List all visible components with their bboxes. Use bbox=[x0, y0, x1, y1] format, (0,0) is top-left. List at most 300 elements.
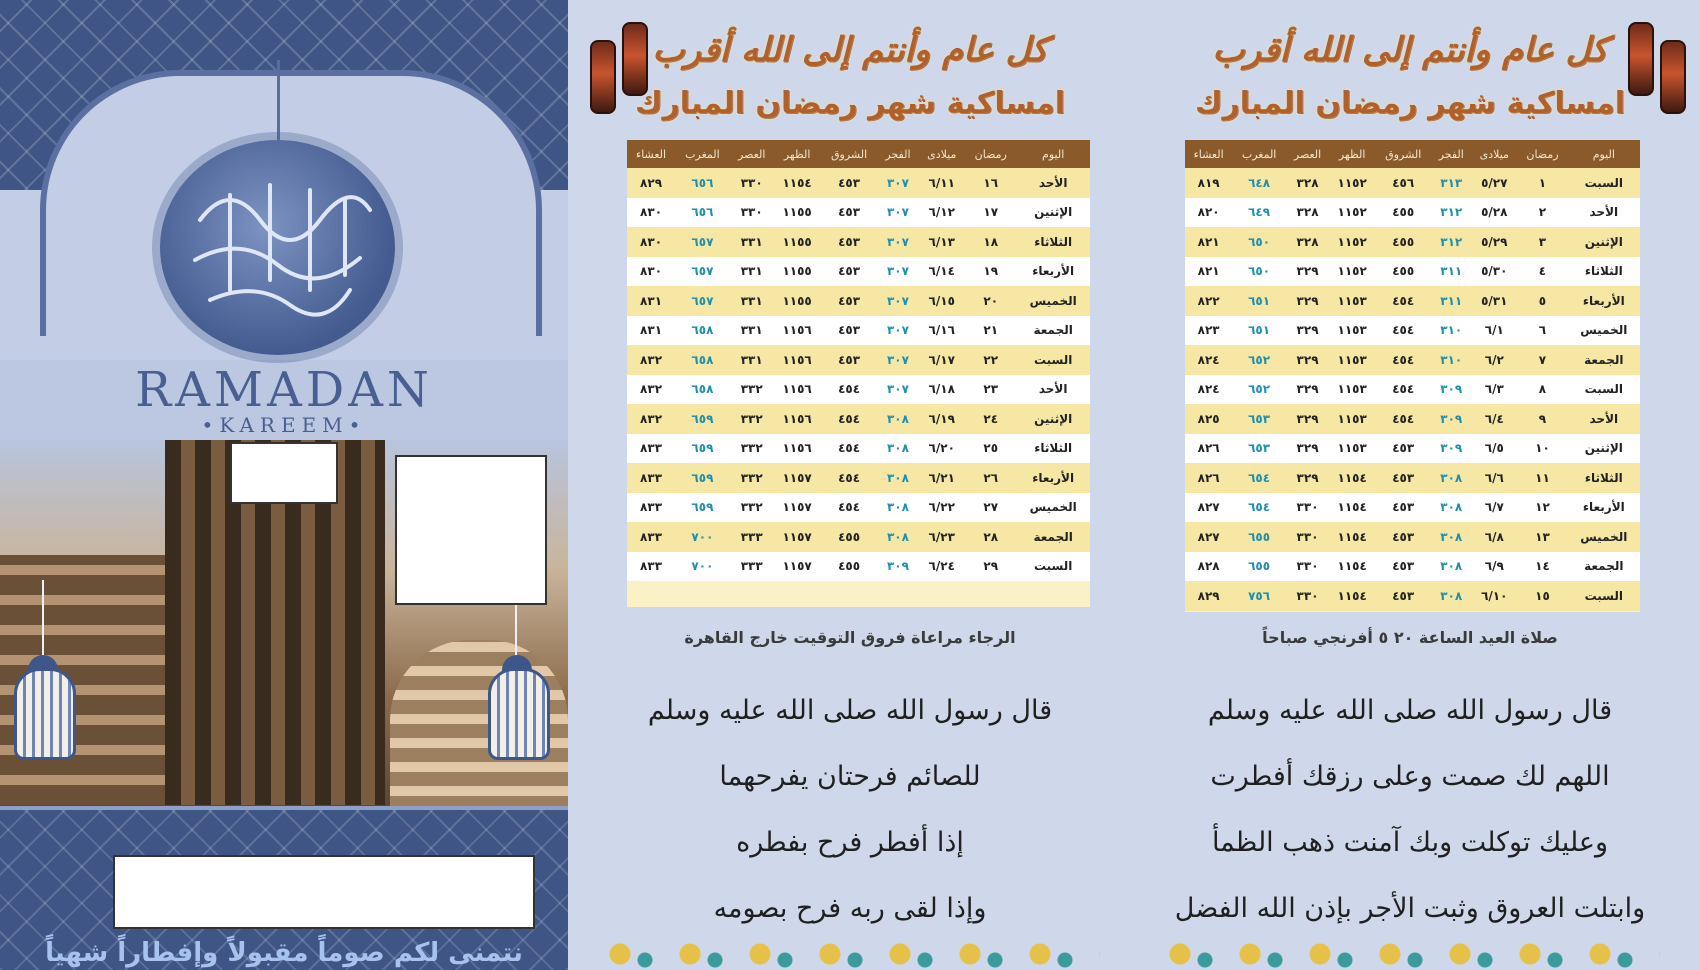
header-asr: العصر bbox=[730, 140, 774, 168]
table-header-row bbox=[627, 140, 1090, 168]
cell-day: الأربعاء bbox=[1016, 463, 1090, 493]
cell-sunrise: ٤٥٤ bbox=[1375, 286, 1431, 316]
header-dhuhr: الظهر bbox=[1329, 140, 1375, 168]
cell-day: الأحد bbox=[1568, 198, 1640, 228]
cell-asr: ٣٢٩ bbox=[1286, 404, 1329, 434]
verse-line: إذا أفطر فرح بفطره bbox=[736, 827, 964, 858]
header-dhuhr: الظهر bbox=[774, 140, 821, 168]
cell-fajr: ٣١٢ bbox=[1431, 198, 1471, 228]
cell-isha: ٨٣٠ bbox=[627, 257, 675, 287]
cell-isha: ٨٣٠ bbox=[627, 198, 675, 228]
table-body bbox=[1185, 168, 1640, 611]
cell-sunrise: ٤٥٥ bbox=[1375, 227, 1431, 257]
cell-asr: ٣٢٩ bbox=[1286, 345, 1329, 375]
cell-isha: ٨٢١ bbox=[1185, 227, 1232, 257]
cell-asr: ٣٣٠ bbox=[1286, 522, 1329, 552]
cell-fajr: ٣٠٨ bbox=[878, 493, 919, 523]
cell-dhuhr: ١١٥٧ bbox=[774, 493, 821, 523]
cell-fajr: ٣١٠ bbox=[1431, 345, 1471, 375]
cell-dhuhr: ١١٥٤ bbox=[1329, 552, 1375, 582]
cell-day: الإثنين bbox=[1016, 198, 1090, 228]
cell-day: الجمعة bbox=[1568, 552, 1640, 582]
cell-day: الإثنين bbox=[1568, 227, 1640, 257]
cell-isha: ٨٣٣ bbox=[627, 552, 675, 582]
cell-ramadan: ٢١ bbox=[965, 316, 1016, 346]
cell-date: ٦/٢ bbox=[1471, 345, 1517, 375]
header-isha: العشاء bbox=[1185, 140, 1232, 168]
cell-fajr: ٣٠٧ bbox=[878, 168, 919, 198]
cell-date: ٦/٣ bbox=[1471, 375, 1517, 405]
cell-isha: ٨١٩ bbox=[1185, 168, 1232, 198]
cell-isha: ٨٢٦ bbox=[1185, 434, 1232, 464]
cell-maghrib: ٦٥٩ bbox=[675, 463, 730, 493]
cell-fajr: ٣١٢ bbox=[1431, 227, 1471, 257]
cell-isha: ٨٢٥ bbox=[1185, 404, 1232, 434]
cell-asr: ٣٢٨ bbox=[1286, 198, 1329, 228]
cell-isha: ٨٣٢ bbox=[627, 375, 675, 405]
cell-isha: ٨٢٢ bbox=[1185, 286, 1232, 316]
cell-dhuhr: ١١٥٢ bbox=[1329, 227, 1375, 257]
header-day: اليوم bbox=[1568, 140, 1640, 168]
cell-asr: ٣٢٩ bbox=[1286, 257, 1329, 287]
cell-asr: ٣٣٠ bbox=[1286, 581, 1329, 611]
ornament-string bbox=[277, 60, 280, 140]
header-day: اليوم bbox=[1016, 140, 1090, 168]
cell-dhuhr: ١١٥٦ bbox=[774, 345, 821, 375]
cell-asr: ٣٣٠ bbox=[730, 198, 774, 228]
cell-day: الخميس bbox=[1568, 522, 1640, 552]
decorative-border bbox=[600, 934, 1100, 970]
cell-maghrib: ٦٥٥ bbox=[1232, 522, 1286, 552]
cell-isha: ٨٣٣ bbox=[627, 493, 675, 523]
timezone-note: الرجاء مراعاة فروق التوقيت خارج القاهرة bbox=[684, 628, 1016, 647]
dua-verses bbox=[1160, 695, 1660, 959]
cell-sunrise: ٤٥٤ bbox=[821, 493, 878, 523]
cell-fajr: ٣١١ bbox=[1431, 257, 1471, 287]
cell-dhuhr: ١١٥٧ bbox=[774, 463, 821, 493]
table-row bbox=[627, 345, 1090, 375]
cell-sunrise: ٤٥٥ bbox=[1375, 198, 1431, 228]
table-row bbox=[627, 257, 1090, 287]
cell-date: ٦/١٢ bbox=[918, 198, 965, 228]
cell-sunrise: ٤٥٤ bbox=[821, 463, 878, 493]
verse-line: وابتلت العروق وثبت الأجر بإذن الله الفضل bbox=[1174, 893, 1646, 924]
cell-day: الثلاثاء bbox=[1016, 227, 1090, 257]
cell-isha: ٨٢٠ bbox=[1185, 198, 1232, 228]
brand-title: RAMADAN bbox=[135, 362, 433, 418]
cell-isha: ٨٢٣ bbox=[1185, 316, 1232, 346]
cell-day: الثلاثاء bbox=[1568, 463, 1640, 493]
cell-fajr: ٣٠٧ bbox=[878, 345, 919, 375]
verse-line: وإذا لقى ربه فرح بصومه bbox=[713, 893, 987, 924]
cell-ramadan: ١٩ bbox=[965, 257, 1016, 287]
header-sunrise: الشروق bbox=[1375, 140, 1431, 168]
cell-day: السبت bbox=[1016, 345, 1090, 375]
cover-panel bbox=[0, 0, 568, 970]
lantern-string bbox=[42, 580, 44, 660]
cell-dhuhr: ١١٥٧ bbox=[774, 552, 821, 582]
cell-asr: ٣٣١ bbox=[730, 316, 774, 346]
cell-maghrib: ٦٥٩ bbox=[675, 493, 730, 523]
table-row bbox=[627, 168, 1090, 198]
cell-isha: ٨٣٢ bbox=[627, 404, 675, 434]
cell-maghrib: ٦٥٤ bbox=[1232, 493, 1286, 523]
cell-ramadan: ٢٧ bbox=[965, 493, 1016, 523]
cell-day: الأربعاء bbox=[1016, 257, 1090, 287]
cell-date: ٦/١٥ bbox=[918, 286, 965, 316]
cell-date: ٦/٦ bbox=[1471, 463, 1517, 493]
cell-isha: ٨٣٢ bbox=[627, 345, 675, 375]
cell-date: ٦/٢٤ bbox=[918, 552, 965, 582]
cell-maghrib: ٦٥٧ bbox=[675, 227, 730, 257]
cell-isha: ٨٢٤ bbox=[1185, 345, 1232, 375]
cell-sunrise: ٤٥٥ bbox=[1375, 257, 1431, 287]
cell-dhuhr: ١١٥٤ bbox=[1329, 522, 1375, 552]
cell-dhuhr: ١١٥٣ bbox=[1329, 404, 1375, 434]
cell-fajr: ٣٠٧ bbox=[878, 257, 919, 287]
cell-sunrise: ٤٥٣ bbox=[1375, 434, 1431, 464]
cell-maghrib: ٦٤٨ bbox=[1232, 168, 1286, 198]
cell-sunrise: ٤٥٤ bbox=[1375, 375, 1431, 405]
cell-day: الخميس bbox=[1568, 316, 1640, 346]
cell-ramadan: ٢٦ bbox=[965, 463, 1016, 493]
cell-fajr: ٣٠٨ bbox=[878, 522, 919, 552]
cell-ramadan: ٤ bbox=[1517, 257, 1567, 287]
cell-dhuhr: ١١٥٧ bbox=[774, 522, 821, 552]
cell-sunrise: ٤٥٣ bbox=[821, 316, 878, 346]
cell-asr: ٣٢٨ bbox=[1286, 168, 1329, 198]
cell-ramadan: ١ bbox=[1517, 168, 1567, 198]
cell-isha: ٨٢٦ bbox=[1185, 463, 1232, 493]
header-asr: العصر bbox=[1286, 140, 1329, 168]
cell-isha: ٨٣٠ bbox=[627, 227, 675, 257]
cell-date: ٦/١ bbox=[1471, 316, 1517, 346]
cell-asr: ٣٣٢ bbox=[730, 493, 774, 523]
cell-asr: ٣٣٣ bbox=[730, 522, 774, 552]
cell-date: ٥/٢٩ bbox=[1471, 227, 1517, 257]
cell-sunrise: ٤٥٣ bbox=[821, 168, 878, 198]
cell-sunrise: ٤٥٦ bbox=[1375, 168, 1431, 198]
cell-asr: ٣٢٩ bbox=[1286, 286, 1329, 316]
cell-fajr: ٣٠٨ bbox=[1431, 522, 1471, 552]
cell-ramadan: ١٧ bbox=[965, 198, 1016, 228]
table-row bbox=[1185, 404, 1640, 434]
cell-maghrib: ٦٤٩ bbox=[1232, 198, 1286, 228]
cell-ramadan: ٩ bbox=[1517, 404, 1567, 434]
cell-maghrib: ٦٥١ bbox=[1232, 286, 1286, 316]
table-row bbox=[1185, 493, 1640, 523]
cell-asr: ٣٣٣ bbox=[730, 552, 774, 582]
cell-day: الإثنين bbox=[1016, 404, 1090, 434]
cell-dhuhr: ١١٥٤ bbox=[774, 168, 821, 198]
cell-ramadan: ١٤ bbox=[1517, 552, 1567, 582]
header-ramadan: رمضان bbox=[1517, 140, 1567, 168]
header-date: ميلادى bbox=[1471, 140, 1517, 168]
table-row bbox=[627, 522, 1090, 552]
table-body bbox=[627, 168, 1090, 581]
cell-dhuhr: ١١٥٦ bbox=[774, 404, 821, 434]
cell-fajr: ٣٠٨ bbox=[1431, 552, 1471, 582]
cell-maghrib: ٦٥٤ bbox=[1232, 463, 1286, 493]
cell-isha: ٨٣٣ bbox=[627, 434, 675, 464]
cell-sunrise: ٤٥٤ bbox=[1375, 345, 1431, 375]
table-row bbox=[627, 493, 1090, 523]
cell-date: ٦/١٩ bbox=[918, 404, 965, 434]
schedule-table bbox=[1185, 140, 1640, 611]
cell-day: السبت bbox=[1568, 581, 1640, 611]
cell-dhuhr: ١١٥٥ bbox=[774, 257, 821, 287]
table-row bbox=[1185, 375, 1640, 405]
cell-maghrib: ٧٥٦ bbox=[1232, 581, 1286, 611]
cell-asr: ٣٣١ bbox=[730, 227, 774, 257]
cell-fajr: ٣٠٨ bbox=[1431, 493, 1471, 523]
cell-day: الجمعة bbox=[1568, 345, 1640, 375]
cell-asr: ٣٣١ bbox=[730, 257, 774, 287]
cell-date: ٦/٤ bbox=[1471, 404, 1517, 434]
cell-fajr: ٣١٠ bbox=[1431, 316, 1471, 346]
bottom-wish: نتمنى لكم صوماً مقبولاً وإفطاراً شهياً bbox=[45, 938, 523, 968]
cell-maghrib: ٦٥٣ bbox=[1232, 404, 1286, 434]
cell-day: السبت bbox=[1568, 375, 1640, 405]
header-fajr: الفجر bbox=[1431, 140, 1471, 168]
cell-fajr: ٣٠٧ bbox=[878, 316, 919, 346]
table-row bbox=[1185, 286, 1640, 316]
cell-maghrib: ٦٥١ bbox=[1232, 316, 1286, 346]
cell-sunrise: ٤٥٣ bbox=[1375, 581, 1431, 611]
table-row bbox=[1185, 227, 1640, 257]
cell-ramadan: ٢ bbox=[1517, 198, 1567, 228]
cell-sunrise: ٤٥٤ bbox=[1375, 316, 1431, 346]
cell-ramadan: ٨ bbox=[1517, 375, 1567, 405]
schedule-table bbox=[627, 140, 1090, 581]
cell-day: الجمعة bbox=[1016, 522, 1090, 552]
cell-day: الأحد bbox=[1016, 168, 1090, 198]
cell-fajr: ٣٠٨ bbox=[878, 434, 919, 464]
cell-dhuhr: ١١٥٣ bbox=[1329, 434, 1375, 464]
cell-maghrib: ٦٥٢ bbox=[1232, 345, 1286, 375]
cell-asr: ٣٣١ bbox=[730, 345, 774, 375]
cell-ramadan: ١٣ bbox=[1517, 522, 1567, 552]
cell-date: ٦/١٠ bbox=[1471, 581, 1517, 611]
cell-dhuhr: ١١٥٣ bbox=[1329, 345, 1375, 375]
cell-asr: ٣٣٠ bbox=[1286, 493, 1329, 523]
cell-isha: ٨٢٧ bbox=[1185, 522, 1232, 552]
timetable bbox=[1185, 140, 1640, 612]
timetable-panel-first-half bbox=[1160, 0, 1660, 970]
cell-dhuhr: ١١٥٣ bbox=[1329, 286, 1375, 316]
table-row bbox=[1185, 434, 1640, 464]
cell-day: السبت bbox=[1568, 168, 1640, 198]
cell-fajr: ٣١٣ bbox=[1431, 168, 1471, 198]
table-row bbox=[627, 552, 1090, 582]
table-row bbox=[1185, 198, 1640, 228]
cell-fajr: ٣٠٨ bbox=[1431, 463, 1471, 493]
cell-isha: ٨٢٨ bbox=[1185, 552, 1232, 582]
cell-sunrise: ٤٥٣ bbox=[821, 257, 878, 287]
header-sunrise: الشروق bbox=[821, 140, 878, 168]
cell-dhuhr: ١١٥٤ bbox=[1329, 581, 1375, 611]
cell-date: ٦/٢١ bbox=[918, 463, 965, 493]
cell-asr: ٣٢٩ bbox=[1286, 316, 1329, 346]
cell-dhuhr: ١١٥٦ bbox=[774, 434, 821, 464]
cell-date: ٦/٧ bbox=[1471, 493, 1517, 523]
table-row bbox=[627, 404, 1090, 434]
cell-dhuhr: ١١٥٦ bbox=[774, 375, 821, 405]
cell-asr: ٣٣١ bbox=[730, 286, 774, 316]
cell-asr: ٣٢٩ bbox=[1286, 375, 1329, 405]
cell-sunrise: ٤٥٣ bbox=[821, 345, 878, 375]
cell-sunrise: ٤٥٤ bbox=[821, 404, 878, 434]
cell-sunrise: ٤٥٣ bbox=[1375, 552, 1431, 582]
verse-line: اللهم لك صمت وعلى رزقك أفطرت bbox=[1210, 761, 1610, 792]
cell-sunrise: ٤٥٥ bbox=[821, 552, 878, 582]
cell-isha: ٨٢٤ bbox=[1185, 375, 1232, 405]
cell-date: ٦/١٧ bbox=[918, 345, 965, 375]
cell-maghrib: ٦٥٣ bbox=[1232, 434, 1286, 464]
cell-dhuhr: ١١٥٤ bbox=[1329, 493, 1375, 523]
table-row bbox=[627, 286, 1090, 316]
greeting: كل عام وأنتم إلى الله أقرب bbox=[652, 30, 1048, 70]
eid-prayer-note: صلاة العيد الساعة ٢٠ ٥ أفرنجي صباحاً bbox=[1262, 628, 1558, 647]
cell-maghrib: ٧٠٠ bbox=[675, 552, 730, 582]
lantern-icon bbox=[1660, 40, 1686, 114]
timetable bbox=[627, 140, 1090, 607]
table-row bbox=[627, 227, 1090, 257]
cell-day: الأحد bbox=[1568, 404, 1640, 434]
cell-ramadan: ٦ bbox=[1517, 316, 1567, 346]
cell-maghrib: ٦٥٦ bbox=[675, 198, 730, 228]
cell-sunrise: ٤٥٣ bbox=[821, 198, 878, 228]
cell-day: الإثنين bbox=[1568, 434, 1640, 464]
calligraphy-ornament-icon bbox=[160, 140, 395, 355]
cell-sunrise: ٤٥٤ bbox=[821, 434, 878, 464]
cell-sunrise: ٤٥٤ bbox=[821, 375, 878, 405]
greeting: كل عام وأنتم إلى الله أقرب bbox=[1212, 30, 1608, 70]
cell-ramadan: ١٨ bbox=[965, 227, 1016, 257]
cell-date: ٦/٢٣ bbox=[918, 522, 965, 552]
cell-fajr: ٣٠٨ bbox=[878, 463, 919, 493]
cell-ramadan: ١٦ bbox=[965, 168, 1016, 198]
table-header-row bbox=[1185, 140, 1640, 168]
cell-dhuhr: ١١٥٦ bbox=[774, 316, 821, 346]
cell-maghrib: ٦٥٨ bbox=[675, 345, 730, 375]
cell-dhuhr: ١١٥٥ bbox=[774, 227, 821, 257]
cell-isha: ٨٣١ bbox=[627, 316, 675, 346]
cell-date: ٥/٢٨ bbox=[1471, 198, 1517, 228]
table-row bbox=[627, 463, 1090, 493]
cell-day: الأربعاء bbox=[1568, 286, 1640, 316]
cell-date: ٦/٩ bbox=[1471, 552, 1517, 582]
cell-day: الثلاثاء bbox=[1568, 257, 1640, 287]
cell-ramadan: ٣ bbox=[1517, 227, 1567, 257]
cell-sunrise: ٤٥٤ bbox=[1375, 404, 1431, 434]
table-row bbox=[1185, 345, 1640, 375]
cell-maghrib: ٦٥٨ bbox=[675, 375, 730, 405]
cell-asr: ٣٣٢ bbox=[730, 463, 774, 493]
cell-fajr: ٣٠٩ bbox=[1431, 375, 1471, 405]
cell-ramadan: ٢٣ bbox=[965, 375, 1016, 405]
cell-date: ٥/٣١ bbox=[1471, 286, 1517, 316]
cell-ramadan: ١٠ bbox=[1517, 434, 1567, 464]
cell-isha: ٨٣٣ bbox=[627, 522, 675, 552]
cell-fajr: ٣٠٧ bbox=[878, 227, 919, 257]
timetable-panel-second-half bbox=[600, 0, 1100, 970]
table-row bbox=[627, 316, 1090, 346]
table-row bbox=[1185, 463, 1640, 493]
cell-maghrib: ٦٥٩ bbox=[675, 404, 730, 434]
cell-maghrib: ٦٥٧ bbox=[675, 286, 730, 316]
decorative-border bbox=[1160, 934, 1660, 970]
cell-fajr: ٣٠٩ bbox=[1431, 434, 1471, 464]
cell-maghrib: ٦٥٠ bbox=[1232, 257, 1286, 287]
cell-fajr: ٣١١ bbox=[1431, 286, 1471, 316]
cell-dhuhr: ١١٥٤ bbox=[1329, 463, 1375, 493]
header-maghrib: المغرب bbox=[1232, 140, 1286, 168]
header-date: ميلادى bbox=[918, 140, 965, 168]
cell-day: الخميس bbox=[1016, 493, 1090, 523]
header-ramadan: رمضان bbox=[965, 140, 1016, 168]
cell-sunrise: ٤٥٣ bbox=[1375, 463, 1431, 493]
placeholder-box-banner bbox=[113, 855, 535, 929]
cell-fajr: ٣٠٧ bbox=[878, 286, 919, 316]
cell-maghrib: ٦٥٢ bbox=[1232, 375, 1286, 405]
cell-fajr: ٣٠٩ bbox=[1431, 404, 1471, 434]
cell-isha: ٨٣١ bbox=[627, 286, 675, 316]
verse-line: للصائم فرحتان يفرحهما bbox=[719, 761, 981, 792]
cell-maghrib: ٦٥٨ bbox=[675, 316, 730, 346]
cell-ramadan: ٥ bbox=[1517, 286, 1567, 316]
cell-date: ٦/١٦ bbox=[918, 316, 965, 346]
header-isha: العشاء bbox=[627, 140, 675, 168]
table-row bbox=[1185, 581, 1640, 611]
cell-date: ٦/١٨ bbox=[918, 375, 965, 405]
cell-asr: ٣٣٠ bbox=[730, 168, 774, 198]
table-row bbox=[1185, 316, 1640, 346]
cell-maghrib: ٧٠٠ bbox=[675, 522, 730, 552]
cell-fajr: ٣٠٨ bbox=[1431, 581, 1471, 611]
cell-dhuhr: ١١٥٥ bbox=[774, 198, 821, 228]
cell-maghrib: ٦٥٠ bbox=[1232, 227, 1286, 257]
cell-date: ٥/٣٠ bbox=[1471, 257, 1517, 287]
cell-date: ٦/١١ bbox=[918, 168, 965, 198]
cell-fajr: ٣٠٩ bbox=[878, 552, 919, 582]
table-row bbox=[1185, 168, 1640, 198]
verse-line: وعليك توكلت وبك آمنت ذهب الظمأ bbox=[1211, 827, 1609, 858]
verse-line: قال رسول الله صلى الله عليه وسلم bbox=[1207, 695, 1613, 726]
cell-sunrise: ٤٥٣ bbox=[1375, 522, 1431, 552]
table-row bbox=[627, 198, 1090, 228]
hadith-verses bbox=[600, 695, 1100, 959]
cell-asr: ٣٢٨ bbox=[1286, 227, 1329, 257]
cell-asr: ٣٣٢ bbox=[730, 404, 774, 434]
cell-ramadan: ٢٤ bbox=[965, 404, 1016, 434]
cell-date: ٦/٢٢ bbox=[918, 493, 965, 523]
cell-asr: ٣٢٩ bbox=[1286, 463, 1329, 493]
cell-ramadan: ٢٢ bbox=[965, 345, 1016, 375]
cell-isha: ٨٣٣ bbox=[627, 463, 675, 493]
header-fajr: الفجر bbox=[878, 140, 919, 168]
cell-ramadan: ٢٥ bbox=[965, 434, 1016, 464]
cell-date: ٥/٢٧ bbox=[1471, 168, 1517, 198]
cell-isha: ٨٢٧ bbox=[1185, 493, 1232, 523]
cell-day: الأربعاء bbox=[1568, 493, 1640, 523]
cell-maghrib: ٦٥٦ bbox=[675, 168, 730, 198]
cell-maghrib: ٦٥٧ bbox=[675, 257, 730, 287]
table-row bbox=[627, 434, 1090, 464]
cell-dhuhr: ١١٥٣ bbox=[1329, 316, 1375, 346]
cell-isha: ٨٢٩ bbox=[1185, 581, 1232, 611]
cell-ramadan: ١٥ bbox=[1517, 581, 1567, 611]
